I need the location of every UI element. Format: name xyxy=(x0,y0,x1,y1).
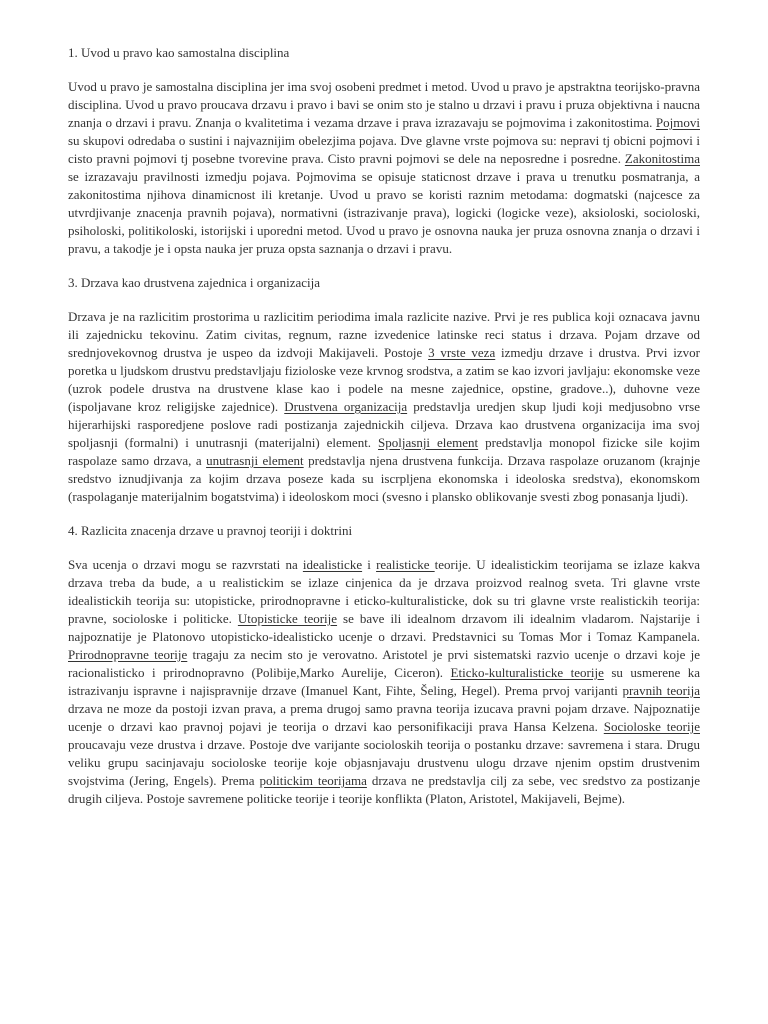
text-run: predstavlja uredjen skup ljudi koji medjusobno vrse hijerarhijski rasporedjene poslove radi postizanja zajednickih ciljeva. Drzava kao drustvena organizacija ima svoj spoljasnji (formalni) i unutrasnji (materijalni) element. xyxy=(68,399,700,450)
text-run: predstavlja njena drustvena funkcija. Drzava raspolaze oruzanom (krajnje sredstvo iznudjivanja za kojim drzava poseze kada su iscrpljena ekonomska i ideoloska sredstva), ekonomskom (raspolaganje materijalnim bogatstvima) i ideoloskom moci (svesno i plansko oblikovanje svesti zbog ponasanja ljudi). xyxy=(68,453,700,504)
section-3-body xyxy=(68,308,700,506)
underlined-term: Spoljasnji element xyxy=(378,435,479,450)
underlined-term: realisticke xyxy=(376,557,435,572)
section-4-heading: 4. Razlicita znacenja drzave u pravnoj teoriji i doktrini xyxy=(68,523,353,538)
text-run: su skupovi odredaba o sustini i najvaznijim obelezjima pojava. Dve glavne vrste pojmova su: nepravi tj obicni pojmovi i cisto pravni pojmovi tj posebne tvorevine prava. Cisto pravni pojmovi se dele na neposredne i posredne. xyxy=(68,133,700,166)
text-run: teorije. U idealistickim teorijama se izlaze kakva drzava treba da bude, a u realistickim se izlaze cinjenica da je drzava proizvod realnog sveta. Tri glavne vrste idealistickih teorija su: utopisticke, prirodnopravne i eticko-kulturalisticke, dok su tri glavne vrste realistickih teorija: pravne, socioloske i politicke. xyxy=(68,557,700,626)
underlined-term: Pojmovi xyxy=(655,115,700,130)
text-run: proucavaju veze drustva i drzave. Postoje dve varijante socioloskih teorija o postanku drzave: savremena i stara. Drugu veliku grupu sacinjavaju socioloske teorije koje objasnjavaju drustvenu ulogu drzave njenim opstim drustvenim svojstvima (Jering, Engels). Prema xyxy=(68,737,700,788)
text-run: Drzava je na razlicitim prostorima u razlicitim periodima imala razlicite nazive. Prvi je res publica koji oznacava javnu ili zajednicku tekovinu. Zatim civitas, regnum, razne izvedenice latinske reci status i drzava. Pojam drzave od srednjovekovnog drustva je uspeo da izdvoji Makijaveli. Postoje xyxy=(68,309,700,360)
underlined-term: Socioloske teorije xyxy=(603,719,700,734)
underlined-term: unutrasnji element xyxy=(206,453,304,468)
section-4-body xyxy=(68,556,700,808)
text-run: tragaju za necim sto je verovatno. Aristotel je prvi sistematski razvio ucenje o drzavi koje je racionalisticko i prirodnopravno (Polibije,Marko Aurelije, Ciceron). xyxy=(68,647,700,680)
underlined-term: Utopisticke teorije xyxy=(237,611,338,626)
text-run: i xyxy=(362,557,377,572)
section-1-heading: 1. Uvod u pravo kao samostalna disciplina xyxy=(68,45,290,60)
underlined-term: Drustvena organizacija xyxy=(284,399,408,414)
text-run: izmedju drzave i drustva. Prvi izvor poretka u ljudskom drustvu predstavljaju fizioloske veze krvnog srodstva, a zatim se kao izvori javljaju: ekonomske veze (uzrok podele drustva na drustvene klase kao i podele na mesne zajednice, opstine, gradove..), duhovne veze (ispoljavane kroz religijske zajednice). xyxy=(68,345,700,414)
underlined-term: idealisticke xyxy=(302,557,363,572)
underlined-term: Prirodnopravne teorije xyxy=(68,647,188,662)
section-3-heading: 3. Drzava kao drustvena zajednica i organizacija xyxy=(68,275,321,290)
text-run: Sva ucenja o drzavi mogu se razvrstati na xyxy=(68,557,303,572)
text-run: drzava ne moze da postoji izvan prava, a prema drugoj samo pravna teorija izucava pravni pojam drzave. Najpoznatije ucenje o drzavi kao pravnoj pojavi je teorija o drzavi kao personifikaciji prava Hansa Kelzena. xyxy=(68,701,700,734)
text-run: Uvod u pravo je samostalna disciplina jer ima svoj osobeni predmet i metod. Uvod u pravo je apstraktna teorijsko-pravna disciplina. Uvod u pravo proucava drzavu i pravo i bavi se onim sto je stalno u drzavi i pravu i pruza objektivna i naucna znanja o drzavi i pravu. Znanja o kvalitetima i vezama drzave i prava izrazavaju se pojmovima i zakonitostima. xyxy=(68,79,700,130)
text-run: su usmerene ka istrazivanju ispravne i najispravnije drzave (Imanuel Kant, Fihte, Šeling, Hegel). Prema prvoj varijanti xyxy=(68,665,701,698)
text-run: se izrazavaju pravilnosti izmedju pojava. Pojmovima se opisuje staticnost drzave i prava u trenutku posmatranja, a zakonitostima njihova dinamicnost ili kretanje. Uvod u pravo se koristi raznim metodama: dogmatski (najcesce za utvrdjivanje znacenja pravnih pojava), normativni (istrazivanje prava), logicki (logicke veze), aksioloski, socioloski, psiholoski, politikoloski, istorijski i uporedni metod. Uvod u pravo je osnovna nauka jer pruza osnovna znanja o drzavi i pravu, a takodje je i opsta nauka jer pruza opsta saznanja o drzavi i pravu. xyxy=(68,169,700,256)
text-run: predstavlja monopol fizicke sile kojim raspolaze samo drzava, a xyxy=(68,435,700,468)
underlined-term: politickim teorijama xyxy=(259,773,367,788)
underlined-term: Eticko-kulturalisticke teorije xyxy=(450,665,604,680)
section-1-body xyxy=(68,78,700,258)
underlined-term: pravnih teorija xyxy=(622,683,700,698)
text-run: drzava ne predstavlja cilj za sebe, vec sredstvo za postizanje drugih ciljeva. Postoje savremene politicke teorije i teorije konflikta (Platon, Aristotel, Makijaveli, Bejme). xyxy=(68,773,701,806)
underlined-term: 3 vrste veza xyxy=(428,345,496,360)
document-page xyxy=(68,44,700,824)
underlined-term: Zakonitostima xyxy=(624,151,700,166)
text-run: se bave ili idealnom drzavom ili idealnim vladarom. Najstarije i najpoznatije je Platonovo utopisticko-idealisticko ucenje o drzavi. Predstavnici su Tomas Mor i Tomaz Kampanela. xyxy=(68,611,701,644)
